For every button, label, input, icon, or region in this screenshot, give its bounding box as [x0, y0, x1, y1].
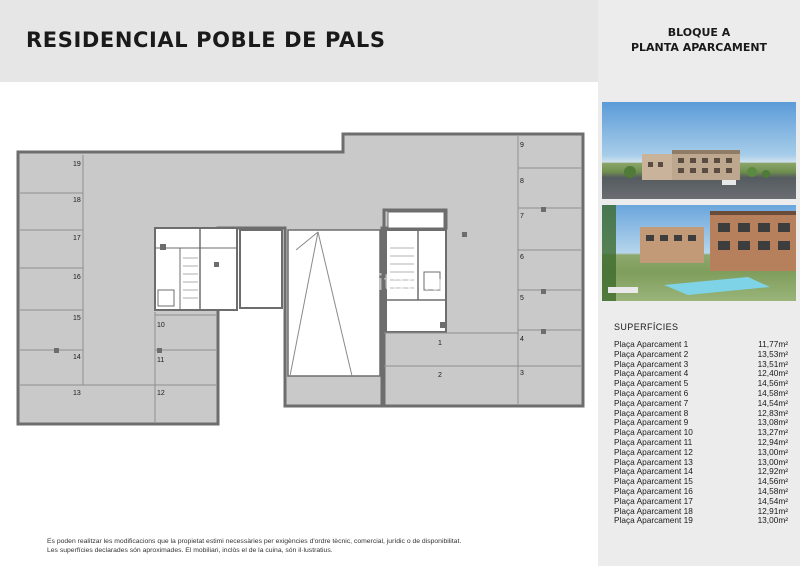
- superficie-label: Plaça Aparcament 9: [614, 417, 689, 428]
- superficie-value: 13,08m²: [757, 417, 788, 428]
- render-photo-pool: [602, 205, 796, 301]
- superficie-label: Plaça Aparcament 7: [614, 397, 689, 408]
- spot-label-2: 2: [438, 372, 442, 379]
- spot-label-15: 15: [73, 315, 81, 322]
- superficie-label: Plaça Aparcament 18: [614, 505, 693, 516]
- superficie-value: 14,58m²: [757, 387, 788, 398]
- superficie-value: 14,54m²: [757, 495, 788, 506]
- superficie-value: 12,94m²: [757, 436, 788, 447]
- superficie-label: Plaça Aparcament 13: [614, 456, 693, 467]
- superficie-value: 13,00m²: [757, 446, 788, 457]
- sidebar: [598, 0, 800, 566]
- superficie-value: 13,00m²: [757, 456, 788, 467]
- superficie-label: Plaça Aparcament 16: [614, 485, 693, 496]
- superficie-label: Plaça Aparcament 10: [614, 427, 693, 438]
- superficie-value: 13,00m²: [757, 515, 788, 526]
- superficies-title: SUPERFÍCIES: [614, 322, 679, 332]
- spot-label-12: 12: [157, 390, 165, 397]
- spot-label-6: 6: [520, 254, 524, 261]
- superficie-value: 13,53m²: [757, 348, 788, 359]
- block-title: [598, 25, 800, 55]
- superficie-label: Plaça Aparcament 14: [614, 466, 693, 477]
- superficie-value: 14,56m²: [757, 476, 788, 487]
- render-photo-exterior: [602, 102, 796, 199]
- spot-label-13: 13: [73, 390, 81, 397]
- spot-label-18: 18: [73, 197, 81, 204]
- spot-label-16: 16: [73, 274, 81, 281]
- superficies-list: [614, 340, 788, 526]
- spot-label-5: 5: [520, 295, 524, 302]
- superficie-label: Plaça Aparcament 2: [614, 348, 689, 359]
- superficie-label: Plaça Aparcament 19: [614, 515, 693, 526]
- block-title-line2: PLANTA APARCAMENT: [630, 41, 768, 54]
- spot-label-10: 10: [157, 322, 165, 329]
- list-item: [614, 516, 788, 526]
- superficie-label: Plaça Aparcament 17: [614, 495, 693, 506]
- render-exterior-drawing: [602, 102, 796, 199]
- render-pool-drawing: [602, 205, 796, 301]
- spot-label-14: 14: [73, 354, 81, 361]
- spot-label-17: 17: [73, 235, 81, 242]
- superficie-value: 14,56m²: [757, 378, 788, 389]
- superficie-label: Plaça Aparcament 1: [614, 339, 689, 349]
- spot-label-7: 7: [520, 213, 524, 220]
- superficie-value: 13,51m²: [757, 358, 788, 369]
- footnote: [47, 537, 461, 555]
- footnote-line2: Les superfícies declarades són aproximades. El mobiliari, inclòs el de la cuina, són il·lustratius.: [47, 547, 333, 554]
- superficie-value: 12,91m²: [757, 505, 788, 516]
- superficie-value: 14,54m²: [757, 397, 788, 408]
- superficie-label: Plaça Aparcament 8: [614, 407, 689, 418]
- spot-label-3: 3: [520, 370, 524, 377]
- superficie-label: Plaça Aparcament 5: [614, 378, 689, 389]
- superficie-value: 12,92m²: [757, 466, 788, 477]
- superficie-value: 12,83m²: [757, 407, 788, 418]
- superficie-label: Plaça Aparcament 12: [614, 446, 693, 457]
- footnote-line1: Es poden realitzar les modificacions que la propietat estimi necessàries per exigències d'ordre tècnic, comercial, jurídic o de disponibilitat.: [47, 538, 462, 545]
- spot-label-19: 19: [73, 161, 81, 168]
- core-left: [155, 228, 282, 310]
- superficie-label: Plaça Aparcament 15: [614, 476, 693, 487]
- superficie-value: 13,27m²: [757, 427, 788, 438]
- superficie-value: 11,77m²: [758, 339, 788, 349]
- page-title: RESIDENCIAL POBLE DE PALS: [26, 28, 386, 52]
- watermark: habitaclia: [336, 271, 444, 296]
- superficie-label: Plaça Aparcament 3: [614, 358, 689, 369]
- superficie-label: Plaça Aparcament 11: [614, 436, 693, 447]
- ramp: [288, 230, 380, 376]
- block-title-line1: BLOQUE A: [667, 26, 731, 39]
- spot-label-1: 1: [438, 340, 442, 347]
- spot-label-9: 9: [520, 142, 524, 149]
- spot-label-8: 8: [520, 178, 524, 185]
- superficie-value: 12,40m²: [757, 368, 788, 379]
- spot-label-4: 4: [520, 336, 524, 343]
- superficie-label: Plaça Aparcament 4: [614, 368, 689, 379]
- superficie-label: Plaça Aparcament 6: [614, 387, 689, 398]
- spot-label-11: 11: [157, 357, 165, 364]
- superficie-value: 14,58m²: [757, 485, 788, 496]
